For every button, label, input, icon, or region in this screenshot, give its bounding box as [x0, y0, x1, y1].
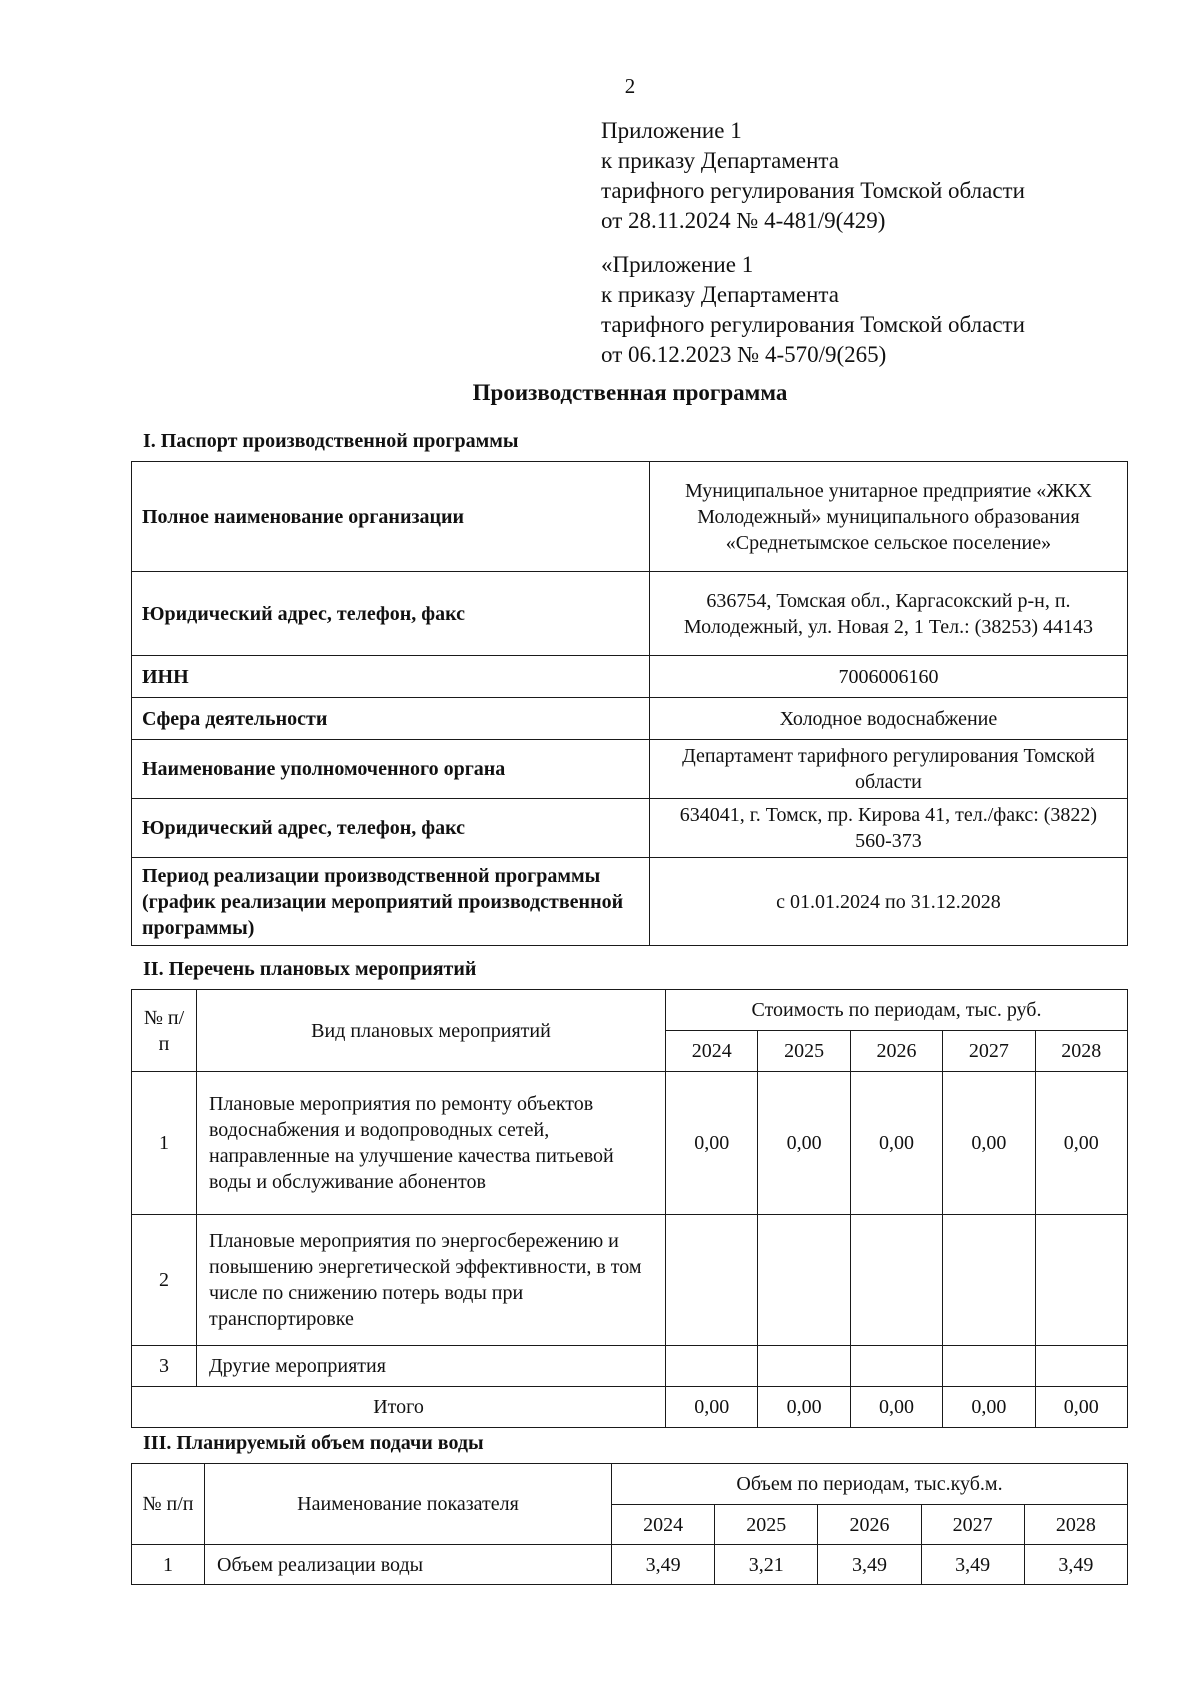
cost-cell	[666, 1346, 758, 1387]
volume-cell: 3,49	[921, 1545, 1024, 1585]
total-cell: 0,00	[850, 1387, 942, 1428]
section-heading-volume: III. Планируемый объем подачи воды	[143, 1432, 484, 1454]
year-header: 2027	[943, 1031, 1035, 1072]
table-total-row	[132, 1387, 1128, 1428]
total-cell: 0,00	[666, 1387, 758, 1428]
passport-value: с 01.01.2024 по 31.12.2028	[649, 858, 1127, 946]
cost-cell	[1035, 1346, 1128, 1387]
column-header-number: № п/п	[132, 1464, 205, 1545]
section-heading-measures: II. Перечень плановых мероприятий	[143, 958, 477, 980]
table-row	[132, 1072, 1128, 1215]
passport-value: 634041, г. Томск, пр. Кирова 41, тел./факс: (3822) 560-373	[649, 799, 1127, 858]
passport-value: Холодное водоснабжение	[649, 698, 1127, 740]
annex-line: от 06.12.2023 № 4-570/9(265)	[601, 342, 887, 367]
annex-line: тарифного регулирования Томской области	[601, 312, 1025, 337]
volume-cell: 3,49	[612, 1545, 715, 1585]
page-number: 2	[624, 74, 636, 98]
passport-label: Период реализации производственной программы (график реализации мероприятий производственной программы)	[132, 858, 650, 946]
annex-line: «Приложение 1	[601, 252, 754, 277]
table-row	[132, 656, 1128, 698]
volume-cell: 3,49	[1024, 1545, 1127, 1585]
year-header: 2026	[850, 1031, 942, 1072]
year-header: 2024	[666, 1031, 758, 1072]
table-row	[132, 1346, 1128, 1387]
table-row	[132, 1215, 1128, 1346]
table-row	[132, 740, 1128, 799]
cost-cell: 0,00	[666, 1072, 758, 1215]
table-row	[132, 1545, 1128, 1585]
passport-value: Муниципальное унитарное предприятие «ЖКХ Молодежный» муниципального образования «Среднетымское сельское поселение»	[649, 462, 1127, 572]
column-header-name: Наименование показателя	[205, 1464, 612, 1545]
total-cell: 0,00	[758, 1387, 850, 1428]
passport-table	[131, 461, 1128, 946]
passport-label: Полное наименование организации	[132, 462, 650, 572]
row-number: 3	[132, 1346, 197, 1387]
total-cell: 0,00	[943, 1387, 1035, 1428]
year-header: 2027	[921, 1505, 1024, 1545]
table-header-row	[132, 1464, 1128, 1505]
row-description: Плановые мероприятия по энергосбережению и повышению энергетической эффективности, в том числе по снижению потерь воды при транспортировке	[197, 1215, 666, 1346]
cost-cell	[943, 1346, 1035, 1387]
row-number: 1	[132, 1072, 197, 1215]
cost-cell: 0,00	[1035, 1072, 1128, 1215]
row-description: Плановые мероприятия по ремонту объектов водоснабжения и водопроводных сетей, направленные на улучшение качества питьевой воды и обслуживание абонентов	[197, 1072, 666, 1215]
column-header-volume: Объем по периодам, тыс.куб.м.	[612, 1464, 1128, 1505]
year-header: 2028	[1035, 1031, 1128, 1072]
row-number: 1	[132, 1545, 205, 1585]
volume-cell: 3,21	[715, 1545, 818, 1585]
table-row	[132, 858, 1128, 946]
table-row	[132, 462, 1128, 572]
cost-cell: 0,00	[758, 1072, 850, 1215]
annex-line: к приказу Департамента	[601, 282, 839, 307]
annex-line: тарифного регулирования Томской области	[601, 178, 1025, 203]
cost-cell	[758, 1215, 850, 1346]
total-cell: 0,00	[1035, 1387, 1128, 1428]
document-title: Производственная программа	[472, 380, 788, 405]
cost-cell: 0,00	[850, 1072, 942, 1215]
passport-label: Юридический адрес, телефон, факс	[132, 572, 650, 656]
annex-header-current	[601, 116, 1025, 236]
row-number: 2	[132, 1215, 197, 1346]
cost-cell	[850, 1346, 942, 1387]
passport-label: ИНН	[132, 656, 650, 698]
cost-cell	[666, 1215, 758, 1346]
cost-cell	[758, 1346, 850, 1387]
cost-cell	[850, 1215, 942, 1346]
passport-value: Департамент тарифного регулирования Томской области	[649, 740, 1127, 799]
passport-label: Наименование уполномоченного органа	[132, 740, 650, 799]
year-header: 2026	[818, 1505, 921, 1545]
total-label: Итого	[132, 1387, 666, 1428]
measures-table	[131, 989, 1128, 1428]
annex-header-previous	[601, 250, 1025, 370]
passport-value: 636754, Томская обл., Каргасокский р-н, п. Молодежный, ул. Новая 2, 1 Тел.: (38253) 44143	[649, 572, 1127, 656]
cost-cell: 0,00	[943, 1072, 1035, 1215]
section-heading-passport: I. Паспорт производственной программы	[143, 430, 519, 452]
table-row	[132, 572, 1128, 656]
year-header: 2028	[1024, 1505, 1127, 1545]
passport-value: 7006006160	[649, 656, 1127, 698]
column-header-cost: Стоимость по периодам, тыс. руб.	[666, 990, 1128, 1031]
table-row	[132, 698, 1128, 740]
passport-label: Сфера деятельности	[132, 698, 650, 740]
year-header: 2025	[758, 1031, 850, 1072]
column-header-number: № п/п	[132, 990, 197, 1072]
table-header-row	[132, 990, 1128, 1031]
annex-line: к приказу Департамента	[601, 148, 839, 173]
volume-table	[131, 1463, 1128, 1585]
row-description: Другие мероприятия	[197, 1346, 666, 1387]
annex-line: от 28.11.2024 № 4-481/9(429)	[601, 208, 886, 233]
column-header-type: Вид плановых мероприятий	[197, 990, 666, 1072]
table-row	[132, 799, 1128, 858]
row-description: Объем реализации воды	[205, 1545, 612, 1585]
passport-label: Юридический адрес, телефон, факс	[132, 799, 650, 858]
volume-cell: 3,49	[818, 1545, 921, 1585]
cost-cell	[943, 1215, 1035, 1346]
year-header: 2025	[715, 1505, 818, 1545]
annex-line: Приложение 1	[601, 118, 742, 143]
cost-cell	[1035, 1215, 1128, 1346]
year-header: 2024	[612, 1505, 715, 1545]
